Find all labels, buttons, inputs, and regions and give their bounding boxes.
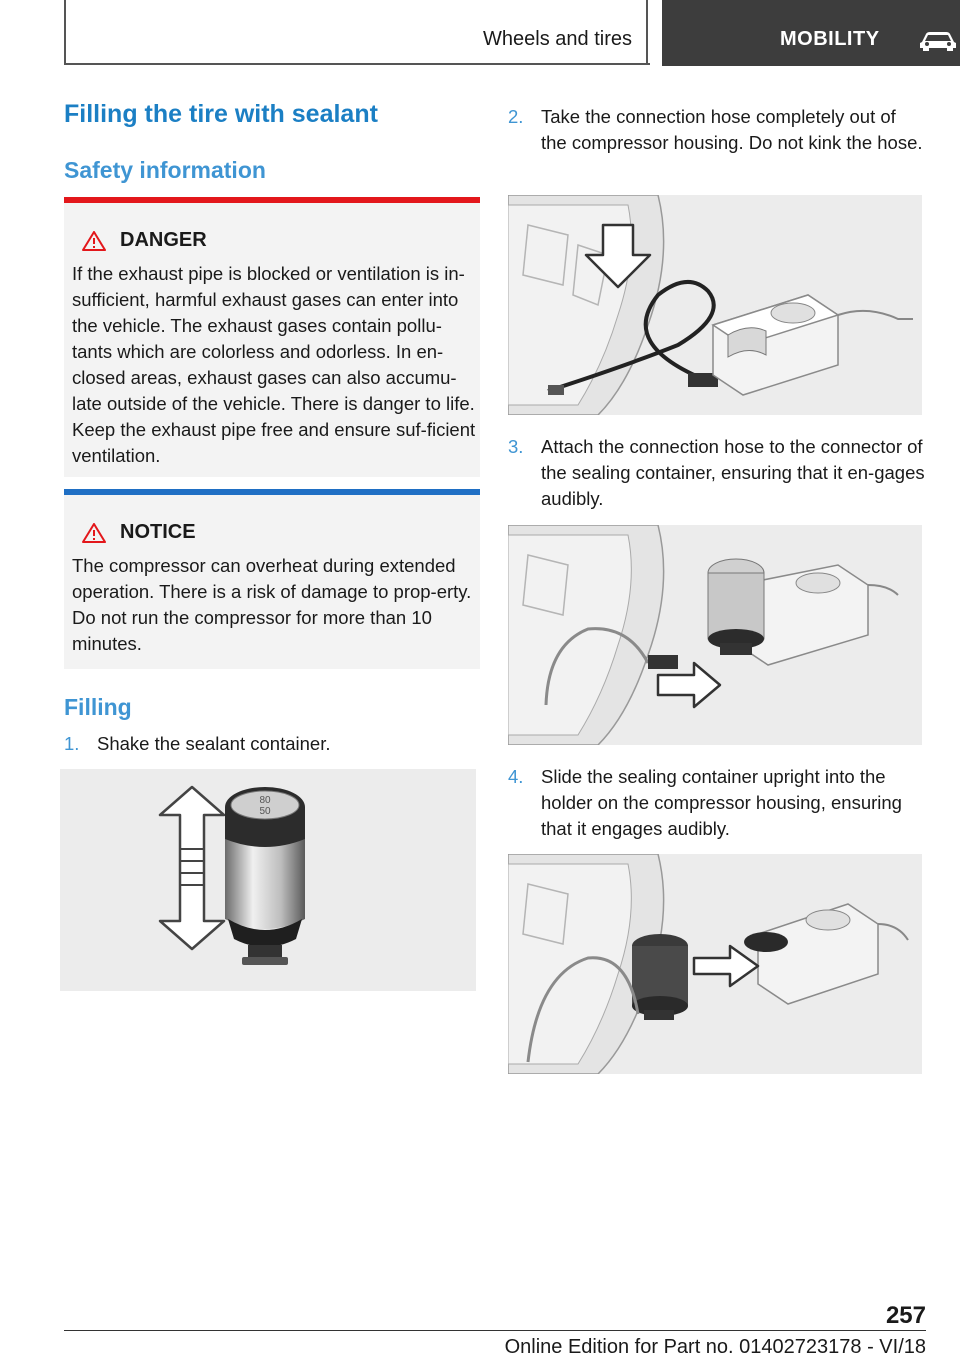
step-text: Attach the connection hose to the connector of the sealing container, ensuring that it en-gages audibly. [541, 436, 925, 509]
danger-box [64, 197, 480, 477]
header-chapter-title: MOBILITY [780, 28, 880, 50]
danger-text: If the exhaust pipe is blocked or ventilation is in-sufficient, harmful exhaust gases can enter into the vehicle. The exhaust gases contain pollu-tants which are colorless and odorless. In en-closed areas, exhaust gases can also accumu-late outside of the vehicle. There is danger to life. Keep the exhaust pipe free and ensure suf-ficient ventilation. [72, 263, 476, 466]
header-section-title: Wheels and tires [483, 28, 632, 50]
page-number: 257 [885, 1302, 926, 1329]
step-text: Slide the sealing container upright into the holder on the compressor housing, ensuring that it engages audibly. [541, 766, 902, 839]
header-chapter [662, 0, 960, 66]
danger-label: DANGER [120, 229, 207, 251]
step-number: 3. [508, 436, 524, 457]
header-section [66, 0, 648, 64]
notice-text: The compressor can overheat during extended operation. There is a risk of damage to prop-erty. Do not run the compressor for more than 10 minutes. [72, 555, 472, 654]
figure-shake-container [60, 769, 476, 991]
filling-heading: Filling [64, 694, 132, 720]
can-label-bottom: 50 [259, 806, 271, 817]
illustration-compressor-hose [508, 195, 922, 415]
illustration-sealant-can [60, 769, 476, 991]
notice-label: NOTICE [120, 521, 196, 543]
step-text: Take the connection hose completely out of the compressor housing. Do not kink the hose. [541, 106, 923, 153]
step-number: 4. [508, 766, 524, 787]
notice-box [64, 489, 480, 669]
danger-title [82, 229, 207, 252]
step-text: Shake the sealant container. [97, 733, 331, 754]
illustration-attach-hose [508, 525, 922, 745]
page-title: Filling the tire with sealant [64, 100, 378, 128]
footer-rule [64, 1330, 926, 1331]
warning-triangle-icon [82, 231, 106, 251]
figure-attach-hose [508, 525, 922, 745]
illustration-slide-container [508, 854, 922, 1074]
can-label-top: 80 [259, 795, 271, 806]
safety-heading: Safety information [64, 157, 266, 183]
notice-title [82, 521, 196, 544]
step-number: 2. [508, 106, 524, 127]
car-icon [918, 28, 958, 52]
footer-edition: Online Edition for Part no. 01402723178 - VI/18 [504, 1336, 926, 1358]
warning-triangle-icon [82, 523, 106, 543]
figure-hose-out [508, 195, 922, 415]
step-number: 1. [64, 733, 80, 754]
figure-slide-container [508, 854, 922, 1074]
